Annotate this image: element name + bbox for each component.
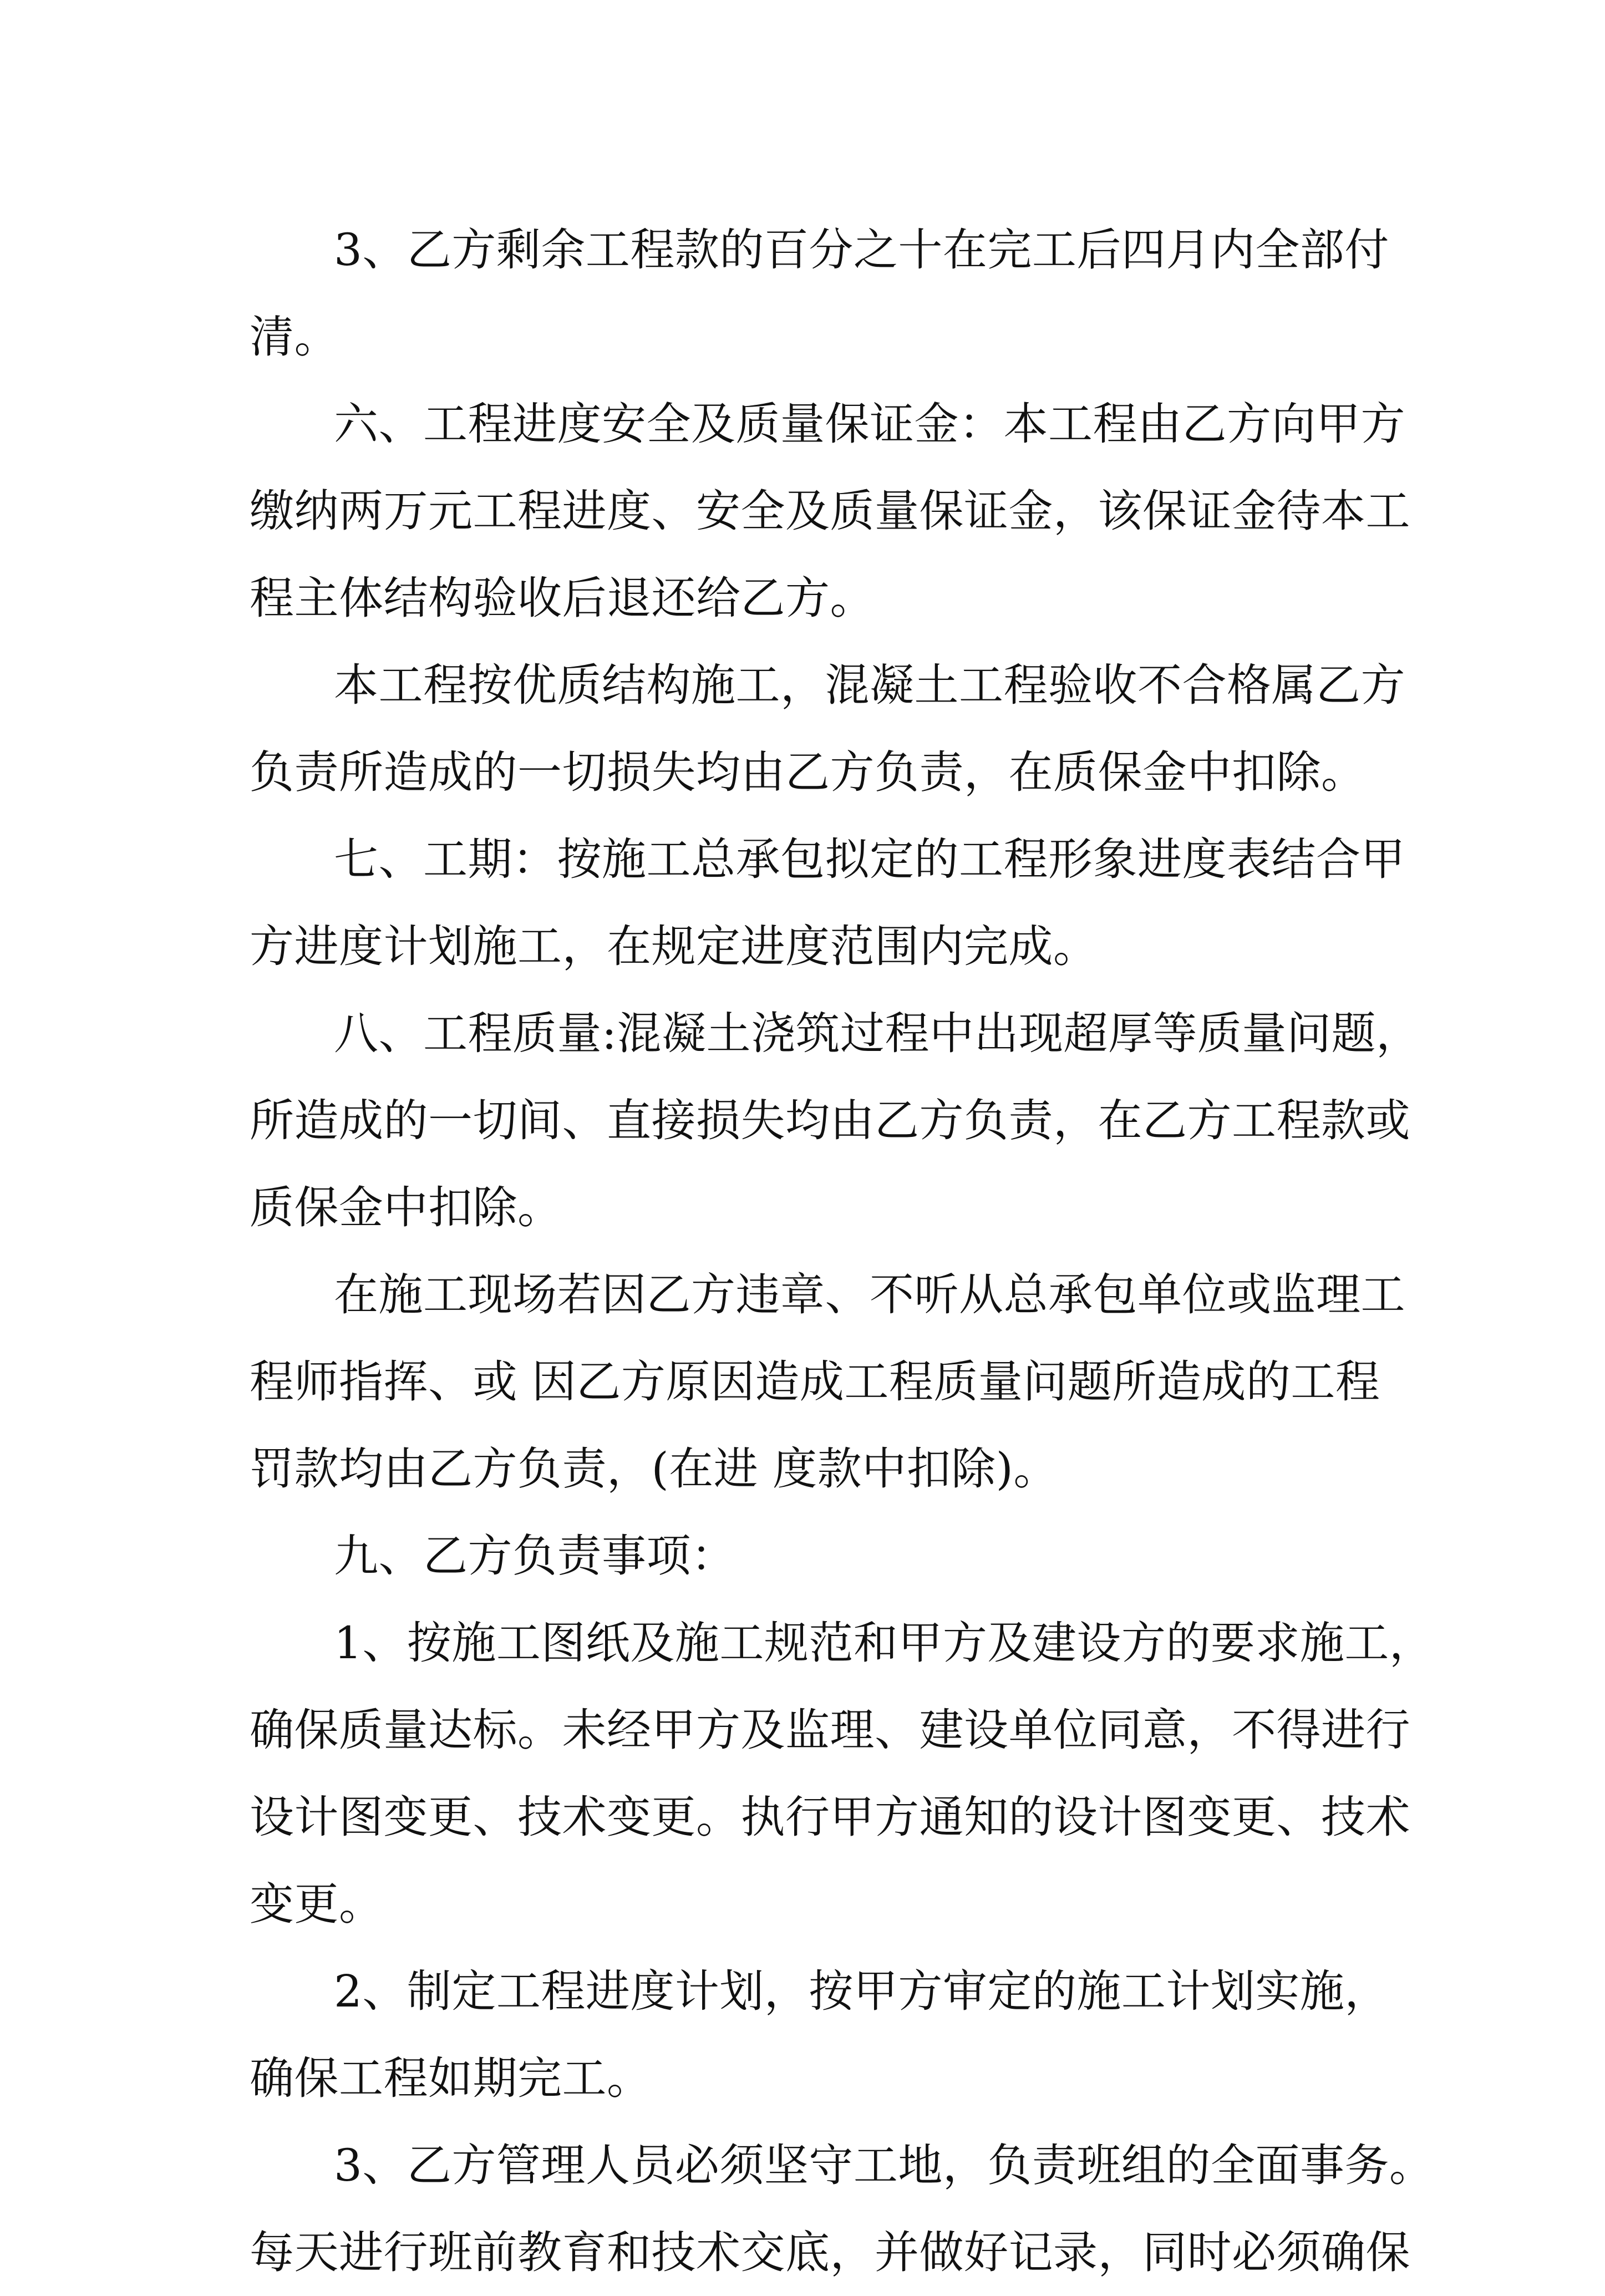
document-body [250, 206, 1434, 2296]
text-line: 九、乙方负责事项： [334, 1530, 736, 1582]
text-line: 3、乙方管理人员必须坚守工地，负责班组的全面事务。 [334, 2140, 1434, 2191]
text-line: 程师指挥、或 因乙方原因造成工程质量问题所造成的工程 [250, 1356, 1380, 1408]
paragraph-duty-1 [250, 1599, 1434, 1948]
text-line: 六、工程进度安全及质量保证金：本工程由乙方向甲方 [334, 398, 1405, 450]
paragraph-site-violations [250, 1251, 1405, 1512]
text-line: 七、工期：按施工总承包拟定的工程形象进度表结合甲 [334, 834, 1405, 885]
text-line: 罚款均由乙方负责，(在进 度款中扣除)。 [250, 1443, 1058, 1495]
paragraph-quality-construction [250, 642, 1405, 816]
text-line: 缴纳两万元工程进度、安全及质量保证金，该保证金待本工 [250, 485, 1410, 537]
text-line: 3、乙方剩余工程款的百分之十在完工后四月内全部付 [334, 224, 1389, 276]
paragraph-payment-clause-3 [250, 206, 1389, 380]
paragraph-section-7-schedule [250, 816, 1405, 990]
paragraph-section-9-heading [250, 1512, 1364, 1599]
text-line: 变更。 [250, 1878, 384, 1930]
text-line: 八、工程质量:混凝土浇筑过程中出现超厚等质量问题， [334, 1008, 1421, 1059]
text-line: 设计图变更、技术变更。执行甲方通知的设计图变更、技术 [250, 1791, 1410, 1843]
text-line: 程主体结构验收后退还给乙方。 [250, 572, 875, 624]
text-line: 确保工程如期完工。 [250, 2053, 652, 2104]
paragraph-section-8-quality [250, 990, 1421, 1251]
paragraph-section-6-deposit [250, 380, 1410, 642]
text-line: 1、按施工图纸及施工规范和甲方及建设方的要求施工， [334, 1617, 1434, 1669]
text-line: 清。 [250, 311, 339, 363]
text-line: 确保质量达标。未经甲方及监理、建设单位同意，不得进行 [250, 1704, 1410, 1756]
text-line: 方进度计划施工，在规定进度范围内完成。 [250, 921, 1098, 972]
text-line: 质保金中扣除。 [250, 1182, 562, 1233]
text-line: 所造成的一切间、直接损失均由乙方负责，在乙方工程款或 [250, 1095, 1410, 1146]
text-line: 负责所造成的一切损失均由乙方负责，在质保金中扣除。 [250, 746, 1366, 798]
text-line: 本工程按优质结构施工，混凝土工程验收不合格属乙方 [334, 659, 1405, 711]
text-line: 每天进行班前教育和技术交底，并做好记录，同时必须确保 [250, 2227, 1410, 2278]
paragraph-duty-2 [250, 1948, 1389, 2122]
text-line: 在施工现场若因乙方违章、不听从总承包单位或监理工 [334, 1269, 1405, 1320]
text-line: 2、制定工程进度计划，按甲方审定的施工计划实施， [334, 1965, 1389, 2017]
